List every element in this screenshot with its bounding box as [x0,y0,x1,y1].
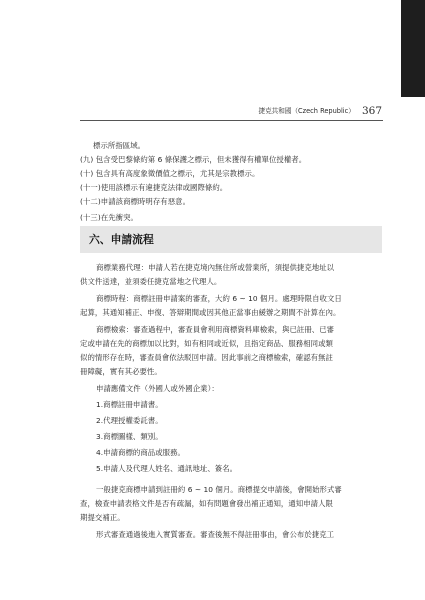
body-line: 商標時程：商標註冊申請案的審查，大約 6 ~ 10 個月。處理時限自收文日 [96,294,342,303]
body-line: 3.商標圖樣、類別。 [96,432,163,441]
body-line: 形式審查通過後進入實質審查。審查後無不得註冊事由，會公布於捷克工 [96,530,335,539]
list-item: (十一)使用該標示有違捷克法律或國際條約。 [80,183,228,192]
body-line: 1.商標註冊申請書。 [96,400,163,409]
page-number: 367 [361,105,382,117]
body-line: 查，檢查申請表格文件是否有疏漏，如有問題會發出補正通知，通知申請人限 [80,499,333,508]
list-item: (九) 包含受巴黎條約第 6 條保護之標示，但未獲得有權單位授權者。 [80,155,307,164]
body-line: 4.申請商標的商品或服務。 [96,448,185,457]
running-head-label: 捷克共和國（Czech Republic） [258,107,355,115]
list-item: (十二)申請該商標時明存有惡意。 [80,197,191,206]
body-line: 似的情形存在時，審查員會依法駁回申請。因此事前之商標檢索，確認有無註 [80,353,333,362]
body-line: 定或申請在先的商標加以比對，如有相同或近似，且指定商品、服務相同或類 [80,339,333,348]
list-item: (十三)在先衝突。 [80,213,138,222]
body-line: 期提交補正。 [80,513,125,522]
body-line: 2.代理授權委託書。 [96,416,163,425]
body-line: 冊障礙，實有其必要性。 [80,367,162,376]
body-line: 商標業務代理：申請人若在捷克境內無住所或營業所，須提供捷克地址以 [96,263,335,272]
body-line: 供文件送達，並須委任捷克當地之代理人。 [80,277,222,286]
body-line: 起算，其通知補正、申復、答辯期間或因其他正當事由緩辦之期間不計算在內。 [80,308,341,317]
section-heading: 六、申請流程 [89,233,154,246]
body-line: 申請應備文件（外國人或外國企業）： [96,384,219,393]
header-rule [80,120,383,121]
running-head [0,104,382,118]
body-line: 5.申請人及代理人姓名、通訊地址、簽名。 [96,464,238,473]
body-line: 商標檢索：審查過程中，審查員會利用商標資料庫檢索，與已註冊、已審 [96,325,335,334]
section-heading-bar [80,226,382,253]
body-line: 一般捷克商標申請到註冊約 6 ~ 10 個月。商標提交申請後，會開始形式審 [96,485,342,494]
list-item: (十) 包含具有高度象徵價值之標示，尤其是宗教標示。 [80,169,260,178]
list-item: 標示所指區域。 [93,141,146,150]
chapter-tab-marker [401,0,425,97]
